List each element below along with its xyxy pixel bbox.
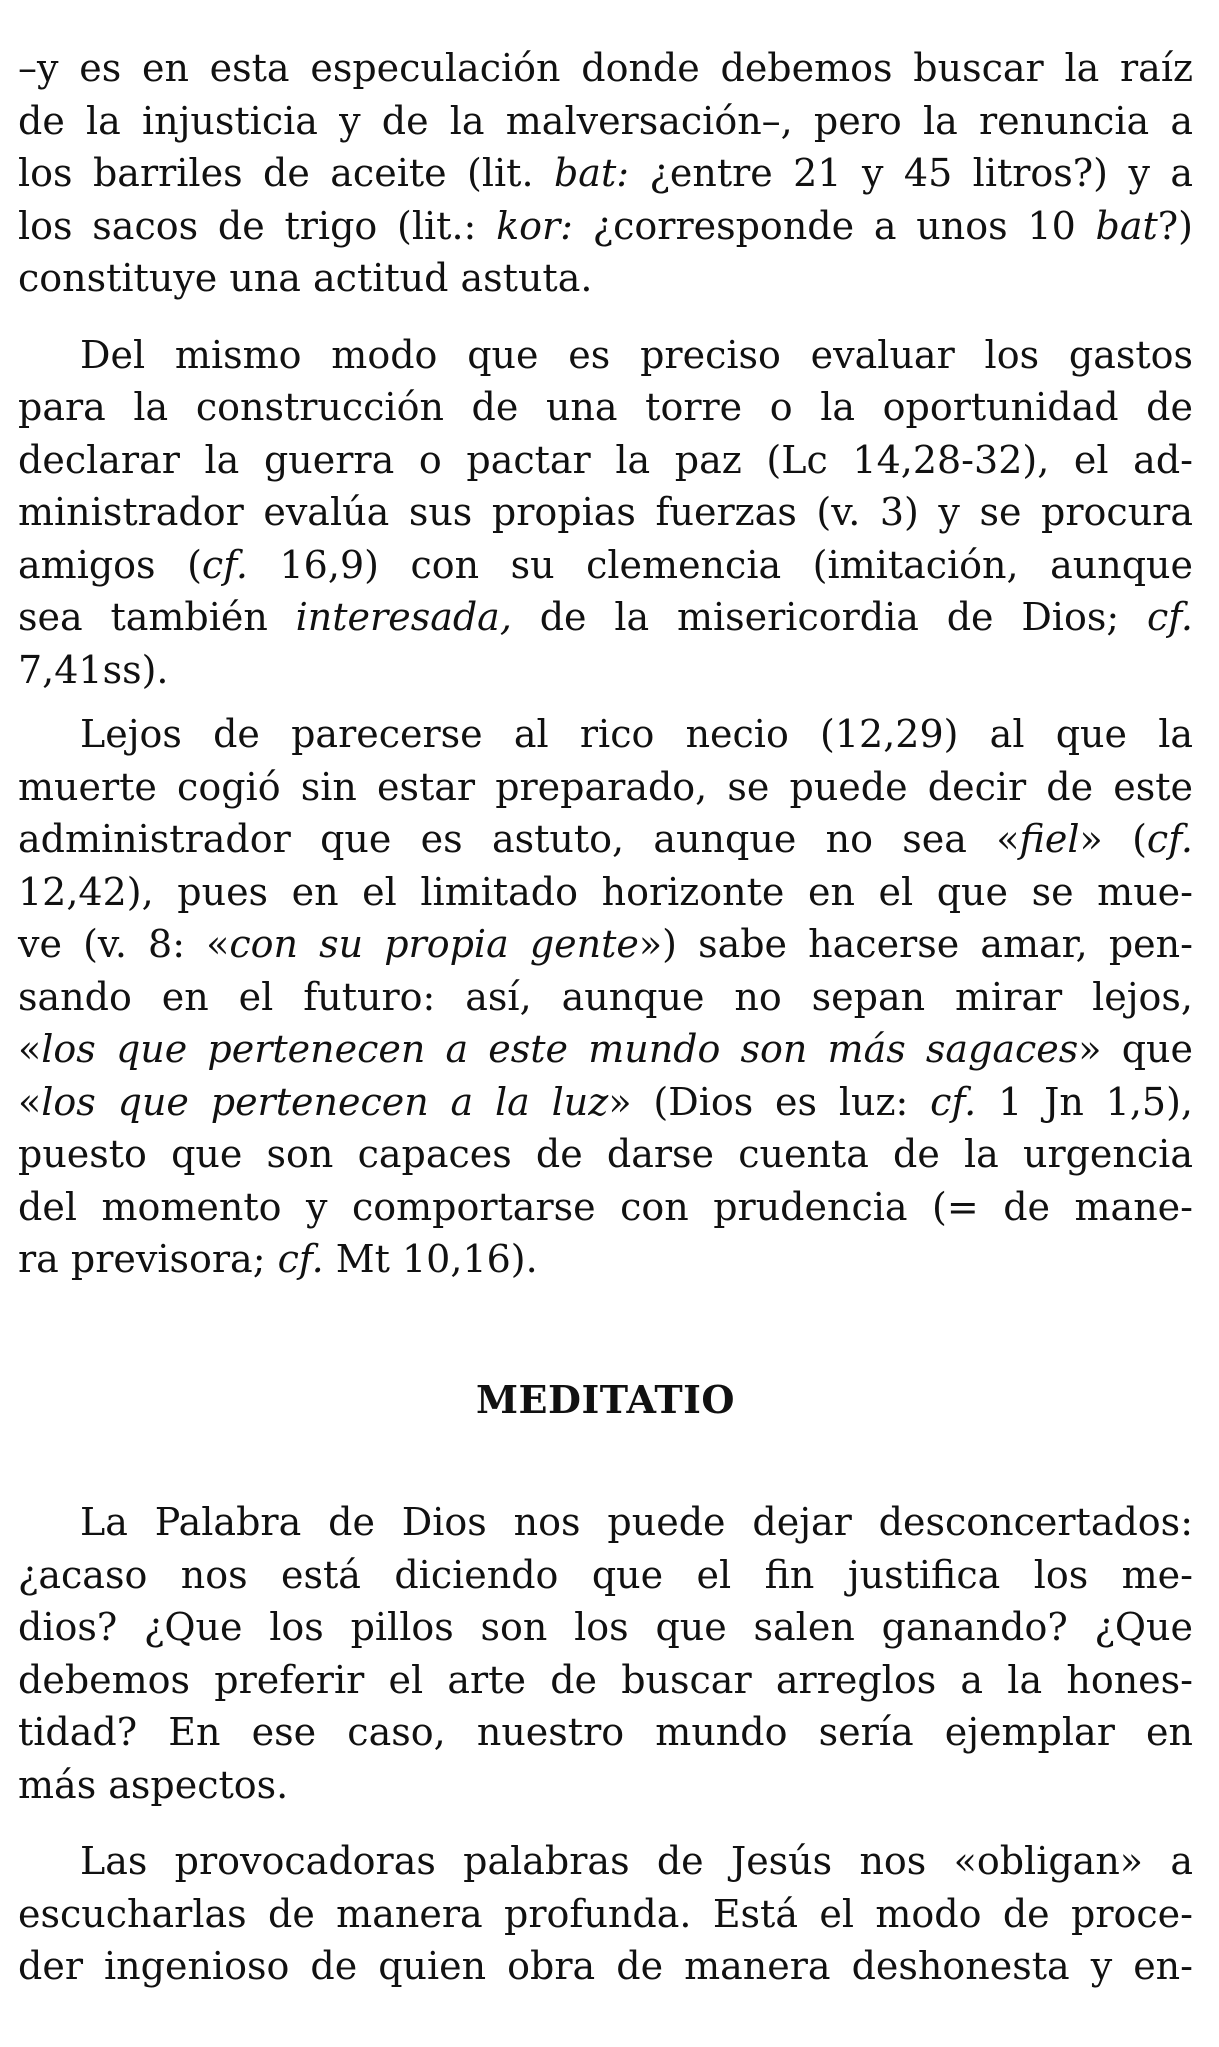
- text-line: dios? ¿Que los pillos son los que salen ganando? ¿Que: [18, 1605, 1193, 1649]
- text-line: de la injusticia y de la malversación–, pero la renuncia a: [18, 98, 1193, 143]
- text-line: para la construcción de una torre o la oportunidad de: [18, 385, 1193, 429]
- italic-text: bat: [1095, 203, 1158, 248]
- text-line: ra previsora; cf. Mt 10,16).: [18, 1237, 538, 1281]
- text-line: tidad? En ese caso, nuestro mundo sería ejemplar en: [18, 1710, 1193, 1754]
- text-line: amigos (cf. 16,9) con su clemencia (imitación, aunque: [18, 542, 1194, 587]
- paragraph: [18, 1835, 1193, 1993]
- text-line: los sacos de trigo (lit.: kor: ¿corresponde a unos 10 bat?): [18, 203, 1193, 248]
- text-line: Las provocadoras palabras de Jesús nos «obligan» a: [80, 1839, 1193, 1883]
- text-line: sea también interesada, de la misericordia de Dios; cf.: [18, 595, 1194, 639]
- italic-text: cf.: [201, 542, 248, 587]
- text-line: los barriles de aceite (lit. bat: ¿entre 21 y 45 litros?) y a: [18, 151, 1194, 195]
- text-line: constituye una actitud astuta.: [18, 256, 593, 300]
- text-block-before-heading: [18, 42, 1193, 1286]
- text-line: muerte cogió sin estar preparado, se puede decir de este: [18, 764, 1193, 809]
- italic-text: los que pertenecen a este mundo son más sagaces: [41, 1027, 1079, 1071]
- paragraph: [18, 329, 1193, 697]
- text-line: puesto que son capaces de darse cuenta de la urgencia: [18, 1132, 1193, 1176]
- text-line: más aspectos.: [18, 1762, 289, 1807]
- text-line: escucharlas de manera profunda. Está el modo de proce-: [18, 1891, 1193, 1936]
- text-line: –y es en esta especulación donde debemos buscar la raíz: [18, 46, 1193, 90]
- text-line: 12,42), pues en el limitado horizonte en el que se mue-: [18, 869, 1193, 914]
- text-line: «los que pertenecen a este mundo son más sagaces» que: [18, 1027, 1193, 1071]
- text-line: ministrador evalúa sus propias fuerzas (v. 3) y se procura: [18, 490, 1193, 534]
- text-line: declarar la guerra o pactar la paz (Lc 14,28-32), el ad-: [18, 437, 1193, 482]
- italic-text: interesada,: [295, 595, 512, 639]
- paragraph: [18, 42, 1193, 305]
- text-line: 7,41ss).: [18, 647, 169, 692]
- italic-text: los que pertenecen a la luz: [41, 1079, 609, 1124]
- text-line: sando en el futuro: así, aunque no sepan mirar lejos,: [18, 974, 1193, 1019]
- text-line: La Palabra de Dios nos puede dejar desconcertados:: [80, 1500, 1193, 1544]
- text-line: ve (v. 8: «con su propia gente») sabe hacerse amar, pen-: [18, 922, 1193, 966]
- page-body: [18, 42, 1193, 1993]
- text-line: der ingenioso de quien obra de manera deshonesta y en-: [18, 1944, 1193, 1988]
- section-heading-meditatio: MEDITATIO: [475, 1376, 735, 1422]
- italic-text: bat:: [553, 151, 630, 195]
- text-line: del momento y comportarse con prudencia (= de mane-: [18, 1184, 1193, 1229]
- italic-text: con su propia gente: [229, 922, 639, 966]
- text-line: ¿acaso nos está diciendo que el fin justifica los me-: [18, 1552, 1193, 1597]
- paragraph: [18, 1496, 1193, 1811]
- italic-text: cf.: [930, 1079, 977, 1124]
- italic-text: cf.: [277, 1237, 324, 1281]
- italic-text: kor:: [496, 203, 573, 248]
- text-line: administrador que es astuto, aunque no sea «fiel» (cf.: [18, 817, 1193, 861]
- paragraph: [18, 708, 1193, 1286]
- italic-text: fiel: [1019, 817, 1080, 861]
- text-line: Del mismo modo que es preciso evaluar los gastos: [80, 332, 1193, 377]
- text-line: «los que pertenecen a la luz» (Dios es luz: cf. 1 Jn 1,5),: [18, 1079, 1193, 1124]
- text-line: Lejos de parecerse al rico necio (12,29) al que la: [80, 712, 1193, 756]
- italic-text: cf.: [1146, 595, 1194, 639]
- text-block-after-heading: [18, 1496, 1193, 1993]
- text-line: debemos preferir el arte de buscar arreglos a la hones-: [18, 1657, 1193, 1702]
- italic-text: cf.: [1146, 817, 1193, 861]
